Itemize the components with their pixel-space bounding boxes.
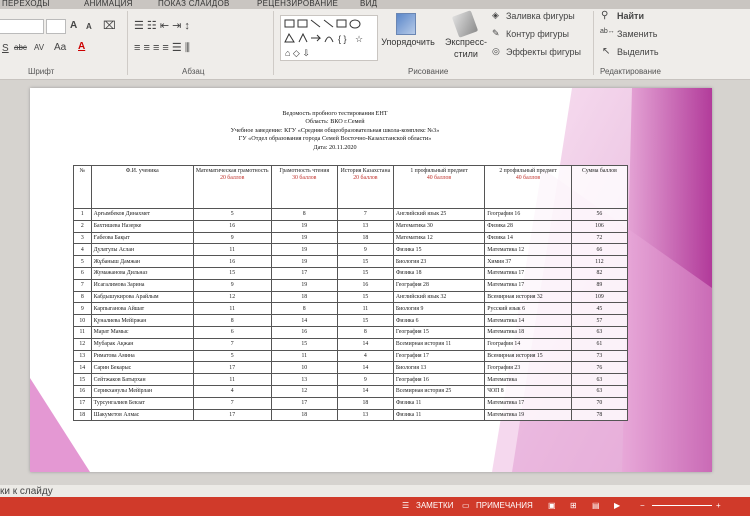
table-cell[interactable]: 11 <box>74 326 92 338</box>
table-cell[interactable]: Кабдышукирова Арайлым <box>91 291 193 303</box>
table-cell[interactable]: 15 <box>337 267 393 279</box>
table-cell[interactable]: Дулатулы Аслан <box>91 244 193 256</box>
table-row[interactable] <box>74 350 628 362</box>
table-cell[interactable]: 8 <box>193 315 271 327</box>
table-cell[interactable]: Английский язык 32 <box>393 291 484 303</box>
table-cell[interactable]: 15 <box>271 338 337 350</box>
table-cell[interactable]: 15 <box>337 291 393 303</box>
table-cell[interactable]: Всемирная история 32 <box>485 291 572 303</box>
table-cell[interactable]: 109 <box>571 291 627 303</box>
table-cell[interactable]: 9 <box>337 244 393 256</box>
svg-text:☆: ☆ <box>355 34 364 44</box>
font-name-box[interactable] <box>0 19 44 34</box>
table-cell[interactable]: 63 <box>571 385 627 397</box>
table-cell[interactable]: 11 <box>337 303 393 315</box>
table-cell[interactable]: Карпыганова Айшат <box>91 303 193 315</box>
table-cell[interactable]: 12 <box>193 291 271 303</box>
table-row[interactable] <box>74 232 628 244</box>
table-cell[interactable]: 19 <box>271 256 337 268</box>
table-row[interactable] <box>74 244 628 256</box>
table-cell[interactable]: 63 <box>571 374 627 386</box>
table-row[interactable] <box>74 315 628 327</box>
table-cell[interactable]: 19 <box>271 220 337 232</box>
select-button[interactable]: Выделить <box>617 47 659 57</box>
header-label: Грамотность чтения <box>279 168 330 174</box>
slide-date: Дата: 20.11.2020 <box>313 143 357 151</box>
table-row[interactable] <box>74 279 628 291</box>
table-cell[interactable]: 9 <box>193 279 271 291</box>
slide-canvas[interactable] <box>30 88 712 472</box>
reading-view-icon[interactable]: ▤ <box>592 501 600 510</box>
table-cell[interactable]: 89 <box>571 279 627 291</box>
table-cell[interactable]: Биология 13 <box>393 362 484 374</box>
table-cell[interactable]: ЧОП 8 <box>485 385 572 397</box>
table-row[interactable] <box>74 303 628 315</box>
table-cell[interactable]: Қуналиева Мейіржан <box>91 315 193 327</box>
shapes-gallery-icon <box>281 16 377 60</box>
select-icon: ↖ <box>602 46 611 57</box>
table-cell[interactable]: Физика 15 <box>393 244 484 256</box>
table-cell[interactable]: 9 <box>337 374 393 386</box>
table-cell[interactable]: 82 <box>571 267 627 279</box>
table-cell[interactable]: 3 <box>74 232 92 244</box>
svg-text:{ }: { } <box>338 34 347 44</box>
header-label: 1 профильный предмет <box>410 168 468 174</box>
header-points: 40 баллов <box>426 175 452 181</box>
slide-department: ГУ «Отдел образования города Семей Восточно-Казахстанской области» <box>238 135 432 143</box>
table-header-cell <box>571 166 627 209</box>
table-cell[interactable]: География 28 <box>393 279 484 291</box>
table-cell[interactable]: 56 <box>571 209 627 221</box>
table-cell[interactable]: 19 <box>271 279 337 291</box>
table-cell[interactable]: 18 <box>337 397 393 409</box>
table-cell[interactable]: 11 <box>193 374 271 386</box>
slideshow-icon[interactable]: ▶ <box>614 501 621 510</box>
table-row[interactable] <box>74 338 628 350</box>
table-cell[interactable]: 1 <box>74 209 92 221</box>
table-header-cell <box>485 166 572 209</box>
shape-outline-icon: ✎ <box>492 28 500 38</box>
table-cell[interactable]: География 15 <box>393 326 484 338</box>
table-cell[interactable]: 66 <box>571 244 627 256</box>
table-cell[interactable]: 12 <box>74 338 92 350</box>
change-case-button[interactable]: Aa <box>54 42 67 53</box>
table-cell[interactable]: 13 <box>74 350 92 362</box>
comments-button[interactable]: ПРИМЕЧАНИЯ <box>476 501 533 510</box>
table-cell[interactable]: 18 <box>337 232 393 244</box>
table-cell[interactable]: 8 <box>271 303 337 315</box>
table-cell[interactable]: 17 <box>193 409 271 421</box>
table-cell[interactable]: География 16 <box>393 374 484 386</box>
table-row[interactable] <box>74 209 628 221</box>
table-cell[interactable]: 8 <box>337 326 393 338</box>
table-header-cell <box>271 166 337 209</box>
table-cell[interactable]: 15 <box>74 374 92 386</box>
zoom-slider[interactable] <box>652 505 712 506</box>
table-cell[interactable]: 14 <box>337 362 393 374</box>
table-cell[interactable]: География 17 <box>393 350 484 362</box>
table-cell[interactable]: 5 <box>74 256 92 268</box>
header-label: История Казахстана <box>340 168 391 174</box>
quick-styles-label[interactable]: Экспресс- <box>445 37 487 47</box>
table-cell[interactable]: Сейтжаков Батырхан <box>91 374 193 386</box>
table-cell[interactable]: Бахтишева Назерке <box>91 220 193 232</box>
header-points: 20 баллов <box>353 175 378 181</box>
table-header-cell <box>91 166 193 209</box>
table-cell[interactable]: Химия 37 <box>485 256 572 268</box>
table-cell[interactable]: 15 <box>337 256 393 268</box>
table-cell[interactable]: 7 <box>193 338 271 350</box>
tab-review[interactable]: РЕЦЕНЗИРОВАНИЕ <box>257 0 339 8</box>
shape-effects-button[interactable]: Эффекты фигуры <box>506 47 582 57</box>
ribbon <box>0 9 750 80</box>
table-cell[interactable]: Марат Мамыс <box>91 326 193 338</box>
table-cell[interactable]: Всемирная история 11 <box>393 338 484 350</box>
table-cell[interactable]: Всемирная история 15 <box>485 350 572 362</box>
table-cell[interactable]: 14 <box>337 338 393 350</box>
strikethrough-button[interactable]: abc <box>14 43 27 52</box>
tab-animation[interactable]: АНИМАЦИЯ <box>84 0 133 8</box>
table-cell[interactable]: 57 <box>571 315 627 327</box>
table-cell[interactable]: 14 <box>74 362 92 374</box>
table-cell[interactable]: 8 <box>271 209 337 221</box>
bullets-icon[interactable]: ☰ ☷ ⇤ ⇥ ↕ <box>134 20 190 32</box>
font-size-down-button[interactable]: A <box>86 22 92 31</box>
table-cell[interactable]: 7 <box>74 279 92 291</box>
font-size-up-button[interactable]: A <box>70 20 78 31</box>
font-group-label: Шрифт <box>28 67 55 76</box>
table-cell[interactable]: Физика 11 <box>393 409 484 421</box>
normal-view-icon[interactable]: ▣ <box>548 501 556 510</box>
header-points: 40 баллов <box>515 175 541 181</box>
table-row[interactable] <box>74 291 628 303</box>
table-cell[interactable]: 5 <box>193 209 271 221</box>
table-cell[interactable]: Математика <box>485 374 572 386</box>
quick-styles-icon <box>452 10 478 38</box>
table-cell[interactable]: 17 <box>271 267 337 279</box>
table-header-cell <box>337 166 393 209</box>
table-cell[interactable]: Физика 6 <box>393 315 484 327</box>
table-cell[interactable]: 16 <box>337 279 393 291</box>
table-header-cell <box>193 166 271 209</box>
table-cell[interactable]: География 16 <box>485 209 572 221</box>
spacing-icon[interactable]: AV <box>34 43 45 52</box>
shape-fill-button[interactable]: Заливка фигуры <box>506 11 575 21</box>
header-label: 2 профильный предмет <box>499 168 557 174</box>
table-cell[interactable]: 19 <box>271 244 337 256</box>
table-cell[interactable]: 9 <box>74 303 92 315</box>
table-cell[interactable]: Математика 19 <box>485 409 572 421</box>
slide-region: Область: ВКО г.Семей <box>305 118 365 126</box>
table-cell[interactable]: Риматова Амина <box>91 350 193 362</box>
table-row[interactable] <box>74 220 628 232</box>
table-cell[interactable]: 13 <box>271 374 337 386</box>
table-cell[interactable]: Арғымбеков Динахмет <box>91 209 193 221</box>
slide-title: Ведомость пробного тестирования ЕНТ <box>282 110 388 117</box>
replace-icon: ab↔ <box>600 28 615 35</box>
table-cell[interactable]: 16 <box>74 385 92 397</box>
table-cell[interactable]: 17 <box>193 362 271 374</box>
table-cell[interactable]: Турсунгалиев Бекзат <box>91 397 193 409</box>
table-cell[interactable]: Математика 14 <box>485 315 572 327</box>
table-cell[interactable]: Математика 17 <box>485 397 572 409</box>
table-cell[interactable]: 13 <box>337 220 393 232</box>
table-cell[interactable]: 76 <box>571 362 627 374</box>
table-cell[interactable]: 6 <box>193 326 271 338</box>
svg-text:⌂ ◇ ⇩: ⌂ ◇ ⇩ <box>285 48 310 58</box>
notes-button[interactable]: ЗАМЕТКИ <box>416 501 454 510</box>
table-cell[interactable]: 112 <box>571 256 627 268</box>
table-cell[interactable]: 61 <box>571 338 627 350</box>
table-cell[interactable]: 7 <box>193 397 271 409</box>
table-cell[interactable]: Физика 14 <box>485 232 572 244</box>
align-icons[interactable]: ≡ ≡ ≡ ≡ ☰ ⫼ <box>134 42 190 54</box>
slide-header <box>170 110 500 152</box>
ribbon-tab-bar <box>0 0 750 9</box>
slide-sorter-icon[interactable]: ⊞ <box>570 501 577 510</box>
table-row[interactable] <box>74 256 628 268</box>
header-points: 30 баллов <box>292 175 317 181</box>
table-cell[interactable]: Математика 12 <box>485 244 572 256</box>
notes-icon: ☰ <box>402 501 410 510</box>
table-cell[interactable]: 7 <box>337 209 393 221</box>
table-cell[interactable]: 16 <box>193 256 271 268</box>
editing-group-label: Редактирование <box>600 67 661 76</box>
table-cell[interactable]: 18 <box>271 409 337 421</box>
group-divider <box>593 11 594 75</box>
table-cell[interactable]: 15 <box>337 315 393 327</box>
table-cell[interactable]: Серикханулы Мейірлан <box>91 385 193 397</box>
table-cell[interactable]: Всемирная история 25 <box>393 385 484 397</box>
table-cell[interactable]: 2 <box>74 220 92 232</box>
shape-effects-icon: ◎ <box>492 46 500 56</box>
status-bar <box>0 497 750 516</box>
table-cell[interactable]: 10 <box>74 315 92 327</box>
font-color-icon[interactable]: A <box>78 41 86 52</box>
comments-icon: ▭ <box>462 501 470 510</box>
table-cell[interactable]: Биология 9 <box>393 303 484 315</box>
table-cell[interactable]: 18 <box>271 291 337 303</box>
table-cell[interactable]: 17 <box>271 397 337 409</box>
table-cell[interactable]: Сарин Бекарыс <box>91 362 193 374</box>
table-row[interactable] <box>74 326 628 338</box>
table-cell[interactable]: Математика 17 <box>485 267 572 279</box>
group-divider <box>273 11 274 75</box>
table-cell[interactable]: 106 <box>571 220 627 232</box>
table-header-row <box>74 166 628 209</box>
table-cell[interactable]: 70 <box>571 397 627 409</box>
zoom-in-icon[interactable]: + <box>716 501 721 510</box>
table-cell[interactable]: 17 <box>74 397 92 409</box>
table-cell[interactable]: 45 <box>571 303 627 315</box>
header-label: № <box>79 168 86 174</box>
table-cell[interactable]: 4 <box>193 385 271 397</box>
table-cell[interactable]: Физика 18 <box>393 267 484 279</box>
table-cell[interactable]: Ғабеова Бақыт <box>91 232 193 244</box>
drawing-group-label: Рисование <box>408 67 449 76</box>
table-cell[interactable]: 14 <box>271 315 337 327</box>
table-cell[interactable]: География 23 <box>485 362 572 374</box>
table-row[interactable] <box>74 362 628 374</box>
paragraph-group-label: Абзац <box>182 67 205 76</box>
underline-icon[interactable]: S <box>2 43 9 54</box>
shape-outline-button[interactable]: Контур фигуры <box>506 29 569 39</box>
table-cell[interactable]: Биология 23 <box>393 256 484 268</box>
table-row[interactable] <box>74 374 628 386</box>
table-cell[interactable]: Математика 18 <box>485 326 572 338</box>
table-cell[interactable]: Жумажанова Дильназ <box>91 267 193 279</box>
table-cell[interactable]: Мубарак Ақжан <box>91 338 193 350</box>
font-size-box[interactable] <box>46 19 66 34</box>
table-cell[interactable]: 78 <box>571 409 627 421</box>
table-cell[interactable]: Математика 17 <box>485 279 572 291</box>
shape-fill-icon: ◈ <box>492 10 499 20</box>
table-header-cell <box>393 166 484 209</box>
table-cell[interactable]: Исагалимова Зарина <box>91 279 193 291</box>
table-cell[interactable]: 11 <box>271 350 337 362</box>
replace-button[interactable]: Заменить <box>617 29 658 39</box>
table-cell[interactable]: Физика 28 <box>485 220 572 232</box>
table-row[interactable] <box>74 267 628 279</box>
tab-transitions[interactable]: ПЕРЕХОДЫ <box>2 0 50 8</box>
table-cell[interactable]: Математика 30 <box>393 220 484 232</box>
table-cell[interactable]: 63 <box>571 326 627 338</box>
table-cell[interactable]: 11 <box>193 303 271 315</box>
table-row[interactable] <box>74 385 628 397</box>
table-cell[interactable]: 15 <box>193 267 271 279</box>
table-cell[interactable]: 19 <box>271 232 337 244</box>
table-cell[interactable]: 4 <box>337 350 393 362</box>
table-cell[interactable]: 14 <box>337 385 393 397</box>
table-cell[interactable]: Математика 12 <box>393 232 484 244</box>
notes-hint: ки к слайду <box>0 486 53 497</box>
table-header-cell <box>74 166 92 209</box>
tab-slideshow[interactable]: ПОКАЗ СЛАЙДОВ <box>158 0 230 8</box>
table-cell[interactable]: География 14 <box>485 338 572 350</box>
quick-styles-label-2[interactable]: стили <box>454 49 478 59</box>
table-cell[interactable]: Физика 11 <box>393 397 484 409</box>
tab-view[interactable]: ВИД <box>360 0 378 8</box>
arrange-button[interactable]: Упорядочить <box>381 37 435 47</box>
table-cell[interactable]: Шакуметов Алмас <box>91 409 193 421</box>
header-label: Математическая грамотность <box>195 168 269 174</box>
table-cell[interactable]: 16 <box>271 326 337 338</box>
table-cell[interactable]: 5 <box>193 350 271 362</box>
find-button[interactable]: Найти <box>617 11 644 21</box>
group-divider <box>127 11 128 75</box>
table-cell[interactable]: 11 <box>193 244 271 256</box>
table-row[interactable] <box>74 397 628 409</box>
clear-format-icon[interactable]: ⌧ <box>103 20 116 32</box>
find-icon: ⚲ <box>601 10 609 21</box>
table-cell[interactable]: 8 <box>74 291 92 303</box>
header-label: Ф.И. ученика <box>125 168 159 174</box>
shapes-gallery[interactable] <box>280 15 378 61</box>
table-cell[interactable]: 12 <box>271 385 337 397</box>
header-label: Сумма баллов <box>582 168 617 174</box>
table-cell[interactable]: 10 <box>271 362 337 374</box>
table-cell[interactable]: 9 <box>193 232 271 244</box>
table-cell[interactable]: 6 <box>74 267 92 279</box>
table-cell[interactable]: Жұбаныш Дамжан <box>91 256 193 268</box>
table-cell[interactable]: Русский язык 6 <box>485 303 572 315</box>
table-cell[interactable]: 18 <box>74 409 92 421</box>
table-cell[interactable]: 4 <box>74 244 92 256</box>
table-cell[interactable]: 13 <box>337 409 393 421</box>
header-points: 20 баллов <box>220 175 245 181</box>
table-cell[interactable]: 72 <box>571 232 627 244</box>
zoom-out-icon[interactable]: − <box>640 501 645 510</box>
table-row[interactable] <box>74 409 628 421</box>
slide-school: Учебное заведение: КГУ «Средняя общеобразовательная школа-комплекс №3» <box>230 126 440 134</box>
arrange-icon <box>396 13 416 35</box>
results-table[interactable] <box>73 165 628 421</box>
table-cell[interactable]: 16 <box>193 220 271 232</box>
table-cell[interactable]: 73 <box>571 350 627 362</box>
table-cell[interactable]: Английский язык 25 <box>393 209 484 221</box>
